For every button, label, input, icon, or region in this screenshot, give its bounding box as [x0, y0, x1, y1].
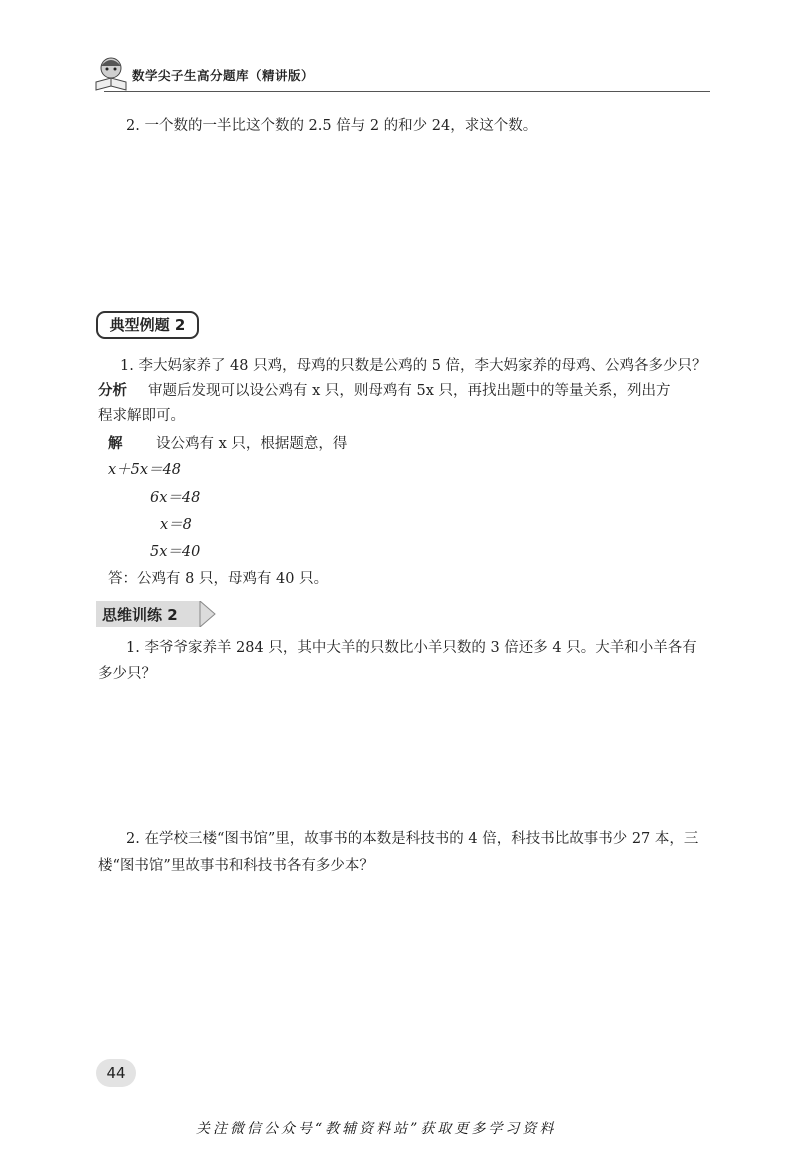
question-2-top: 2. 一个数的一半比这个数的 2.5 倍与 2 的和少 24，求这个数。: [126, 118, 538, 134]
training-q1-line-2: 多少只？: [98, 666, 156, 682]
equation-1: x＋5x＝48: [108, 462, 182, 478]
page-number: 44: [96, 1059, 136, 1087]
example-title: 典型例题 2: [96, 311, 199, 339]
page-header: [92, 52, 332, 96]
solution-label: 解: [108, 436, 123, 452]
equation-3: x＝8: [160, 517, 192, 533]
analysis-line-1: 审题后发现可以设公鸡有 x 只，则母鸡有 5x 只，再找出题中的等量关系，列出方: [148, 383, 671, 399]
analysis-label: 分析: [98, 383, 127, 399]
equation-2: 6x＝48: [150, 490, 201, 506]
solution-intro: 设公鸡有 x 只，根据题意，得: [156, 436, 348, 452]
training-q2-line-1: 2. 在学校三楼“图书馆”里，故事书的本数是科技书的 4 倍，科技书比故事书少 27 本，三: [126, 831, 699, 847]
header-divider: [104, 91, 710, 92]
training-tag: [96, 601, 216, 627]
training-q2-line-2: 楼“图书馆”里故事书和科技书各有多少本？: [98, 858, 374, 874]
example-question: 1. 李大妈家养了 48 只鸡，母鸡的只数是公鸡的 5 倍，李大妈家养的母鸡、公鸡各多少只？: [120, 358, 707, 374]
student-reading-icon: [92, 54, 130, 92]
answer-text: 答：公鸡有 8 只，母鸡有 40 只。: [108, 571, 329, 587]
analysis-line-2: 程求解即可。: [98, 408, 185, 424]
footer-note: 关注微信公众号“教辅资料站”获取更多学习资料: [196, 1121, 557, 1137]
book-title: 数学尖子生高分题库（精讲版）: [132, 68, 315, 83]
training-q1-line-1: 1. 李爷爷家养羊 284 只，其中大羊的只数比小羊只数的 3 倍还多 4 只。大羊和小羊各有: [126, 640, 697, 656]
training-title: 思维训练 2: [102, 606, 178, 624]
equation-4: 5x＝40: [150, 544, 201, 560]
